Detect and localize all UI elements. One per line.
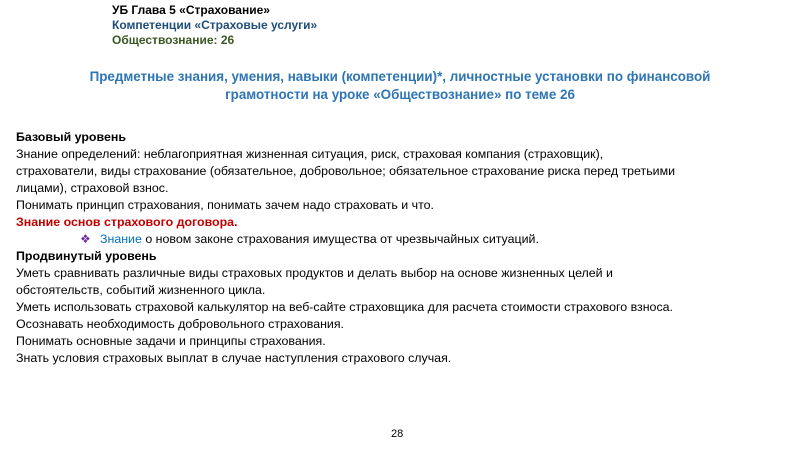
- basic-line: страхователи, виды страхование (обязательное, добровольное; обязательное страхование риска перед третьими: [16, 164, 676, 178]
- slide-title: [30, 68, 770, 104]
- basic-level-heading: Базовый уровень: [16, 130, 126, 144]
- bullet-rest: о новом законе страхования имущества от чрезвычайных ситуаций.: [141, 232, 539, 246]
- advanced-line: Осознавать необходимость добровольного страхования.: [16, 317, 344, 331]
- basic-line: лицами), страховой взнос.: [16, 181, 169, 195]
- basic-line: Понимать принцип страхования, понимать зачем надо страховать и что.: [16, 198, 435, 212]
- header-chapter: УБ Глава 5 «Страхование»: [112, 3, 270, 17]
- advanced-line: Уметь использовать страховой калькулятор на веб-сайте страховщика для расчета стоимости страхового взноса.: [16, 300, 673, 314]
- title-line-2: грамотности на уроке «Обществознание» по теме 26: [225, 87, 575, 102]
- bullet-keyword: Знание: [100, 232, 142, 246]
- advanced-line: Понимать основные задачи и принципы страхования.: [16, 334, 326, 348]
- advanced-line: Уметь сравнивать различные виды страховых продуктов и делать выбор на основе жизненных целей и: [16, 266, 613, 280]
- advanced-level-heading: Продвинутый уровень: [16, 249, 157, 263]
- advanced-line: Знать условия страховых выплат в случае наступления страхового случая.: [16, 351, 452, 365]
- contract-knowledge-line: Знание основ страхового договора.: [16, 215, 238, 229]
- bullet-text: [80, 231, 539, 248]
- title-line-1: Предметные знания, умения, навыки (компетенции)*, личностные установки по финансовой: [89, 69, 711, 84]
- diamond-bullet-icon: ❖: [80, 232, 91, 246]
- header-subject: Обществознание: 26: [112, 33, 235, 47]
- page-number: 28: [391, 428, 404, 440]
- header-competence: Компетенции «Страховые услуги»: [112, 18, 318, 32]
- bullet-item: [16, 231, 791, 248]
- slide-body: [16, 129, 791, 367]
- basic-line: Знание определений: неблагоприятная жизненная ситуация, риск, страховая компания (страховщик),: [16, 147, 604, 161]
- advanced-line: обстоятельств, событий жизненного цикла.: [16, 283, 266, 297]
- slide-header: [112, 3, 317, 48]
